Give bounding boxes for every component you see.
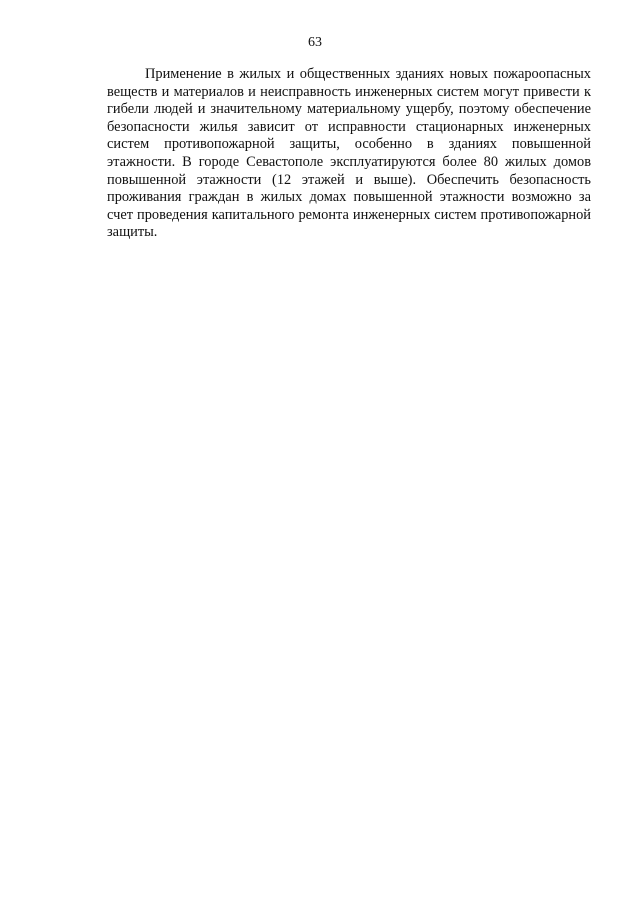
paragraph: Применение в жилых и общественных зданиях новых пожароопасных веществ и материалов и неисправность инженерных систем могут привести к гибели людей и значительному материальному ущербу, поэтому обеспечение безопасности жилья зависит от исправности стационарных инженерных систем противопожарной защиты, особенно в зданиях повышенной этажности. В городе Севастополе эксплуатируются более 80 жилых домов повышенной этажности (12 этажей и выше). Обеспечить безопасность проживания граждан в жилых домах повышенной этажности возможно за счет проведения капитального ремонта инженерных систем противопожарной защиты.: [107, 66, 591, 241]
page-number: 63: [308, 35, 322, 50]
document-body: [107, 66, 591, 242]
